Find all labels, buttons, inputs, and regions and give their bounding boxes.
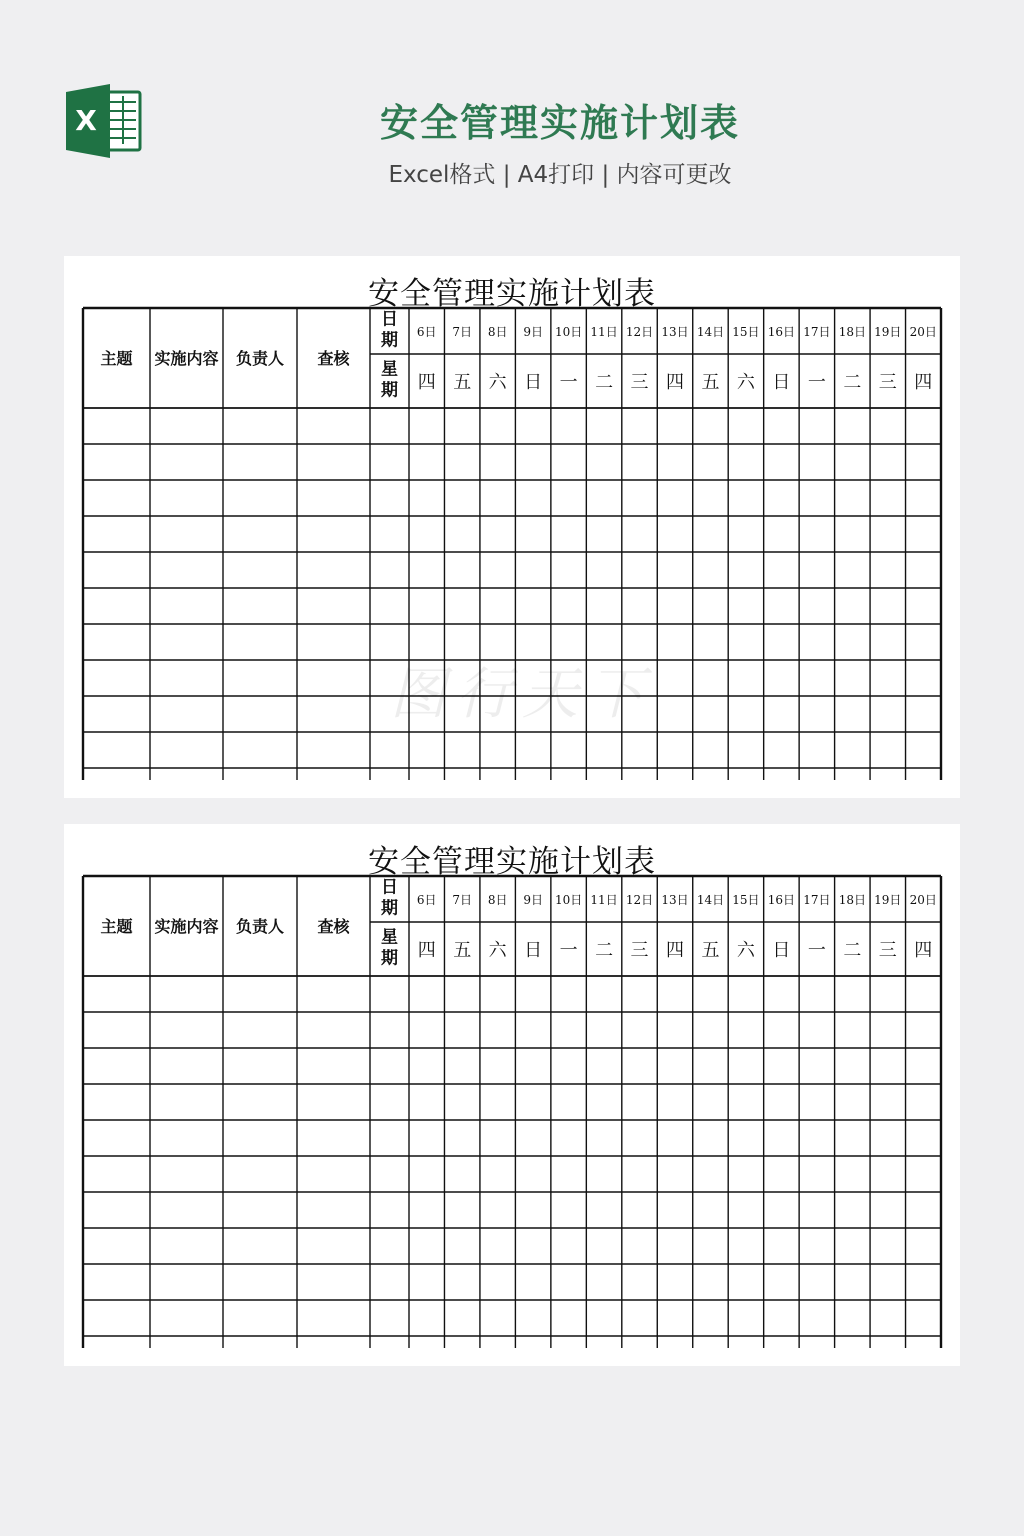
date-cell: 13日 (661, 893, 689, 907)
table-row[interactable] (83, 588, 941, 624)
date-cell: 11日 (590, 893, 618, 907)
date-label: 期 (381, 898, 398, 919)
column-header: 负责人 (235, 349, 285, 368)
date-cell: 16日 (767, 325, 796, 339)
date-cell: 19日 (874, 893, 902, 907)
date-cell: 17日 (803, 893, 831, 907)
date-cell: 12日 (625, 893, 654, 907)
table-row[interactable] (83, 408, 941, 444)
excel-icon (66, 84, 142, 158)
table-row[interactable] (83, 1264, 941, 1300)
date-cell: 9日 (523, 893, 543, 907)
column-header: 查核 (317, 917, 350, 936)
date-cell: 10日 (554, 325, 583, 339)
weekday-label: 星 (381, 359, 398, 380)
table-row[interactable] (83, 1228, 941, 1264)
table-row[interactable] (83, 976, 941, 1012)
weekday-cell: 六 (488, 372, 507, 393)
weekday-cell: 一 (807, 940, 826, 961)
column-header: 主题 (100, 349, 133, 368)
date-label: 期 (381, 330, 398, 351)
date-cell: 9日 (523, 325, 543, 339)
date-cell: 20日 (909, 893, 937, 907)
weekday-cell: 日 (524, 372, 543, 393)
date-cell: 14日 (696, 325, 725, 339)
table-row[interactable] (83, 696, 941, 732)
weekday-cell: 三 (878, 372, 897, 393)
table-row[interactable] (83, 732, 941, 768)
weekday-cell: 三 (630, 940, 649, 961)
date-cell: 18日 (838, 325, 866, 339)
column-header: 实施内容 (154, 917, 219, 936)
page-header (0, 0, 1024, 230)
date-cell: 20日 (909, 325, 937, 339)
weekday-cell: 三 (630, 372, 649, 393)
weekday-cell: 二 (843, 372, 862, 393)
date-cell: 15日 (732, 325, 760, 339)
weekday-label: 期 (381, 948, 398, 969)
weekday-cell: 二 (595, 940, 614, 961)
weekday-cell: 六 (488, 940, 507, 961)
table-row[interactable] (83, 660, 941, 696)
weekday-cell: 六 (736, 940, 755, 961)
weekday-cell: 三 (878, 940, 897, 961)
table-row[interactable] (83, 1192, 941, 1228)
table-row[interactable] (83, 1120, 941, 1156)
weekday-cell: 五 (453, 372, 472, 393)
date-cell: 12日 (625, 325, 654, 339)
column-header: 主题 (100, 917, 133, 936)
date-cell: 8日 (487, 893, 508, 907)
table-row[interactable] (83, 516, 941, 552)
weekday-cell: 一 (559, 372, 578, 393)
date-cell: 13日 (661, 325, 689, 339)
date-cell: 11日 (590, 325, 618, 339)
weekday-cell: 日 (772, 372, 791, 393)
column-header: 负责人 (235, 917, 285, 936)
date-cell: 6日 (416, 325, 437, 339)
table-row[interactable] (83, 552, 941, 588)
table-row[interactable] (83, 444, 941, 480)
table-row[interactable] (83, 480, 941, 516)
table-row[interactable] (83, 1300, 941, 1336)
date-cell: 15日 (732, 893, 760, 907)
table-row[interactable] (83, 1048, 941, 1084)
weekday-cell: 六 (736, 372, 755, 393)
weekday-cell: 五 (701, 372, 720, 393)
date-cell: 19日 (874, 325, 902, 339)
date-cell: 14日 (696, 893, 725, 907)
page-title: 安全管理实施计划表 (379, 101, 740, 145)
date-cell: 17日 (803, 325, 831, 339)
weekday-cell: 二 (595, 372, 614, 393)
date-cell: 7日 (452, 893, 473, 907)
table-row[interactable] (83, 1012, 941, 1048)
weekday-label: 星 (381, 927, 398, 948)
schedule-table (64, 256, 960, 798)
weekday-cell: 四 (914, 372, 933, 393)
column-header: 查核 (317, 349, 350, 368)
weekday-cell: 四 (666, 940, 684, 961)
sheet-title: 安全管理实施计划表 (368, 276, 656, 312)
table-row[interactable] (83, 1084, 941, 1120)
sheet-1 (64, 256, 960, 798)
weekday-cell: 四 (417, 372, 436, 393)
weekday-cell: 四 (417, 940, 436, 961)
date-cell: 6日 (416, 893, 437, 907)
date-cell: 18日 (838, 893, 866, 907)
weekday-cell: 四 (666, 372, 684, 393)
table-row[interactable] (83, 1156, 941, 1192)
table-row[interactable] (83, 624, 941, 660)
date-label: 日 (381, 309, 398, 330)
date-cell: 10日 (554, 893, 583, 907)
weekday-cell: 五 (701, 940, 720, 961)
column-header: 实施内容 (154, 349, 219, 368)
weekday-cell: 日 (772, 940, 791, 961)
weekday-cell: 五 (453, 940, 472, 961)
weekday-cell: 四 (914, 940, 933, 961)
weekday-cell: 二 (843, 940, 862, 961)
weekday-cell: 一 (559, 940, 578, 961)
weekday-cell: 日 (524, 940, 543, 961)
sheet-title: 安全管理实施计划表 (368, 844, 656, 880)
page-subtitle: Excel格式 | A4打印 | 内容可更改 (388, 162, 732, 188)
date-label: 日 (381, 877, 398, 898)
schedule-table (64, 824, 960, 1366)
sheet-2 (64, 824, 960, 1366)
date-cell: 8日 (487, 325, 508, 339)
weekday-label: 期 (381, 380, 398, 401)
date-cell: 7日 (452, 325, 473, 339)
date-cell: 16日 (767, 893, 796, 907)
weekday-cell: 一 (807, 372, 826, 393)
excel-icon-letter: X (75, 104, 97, 137)
